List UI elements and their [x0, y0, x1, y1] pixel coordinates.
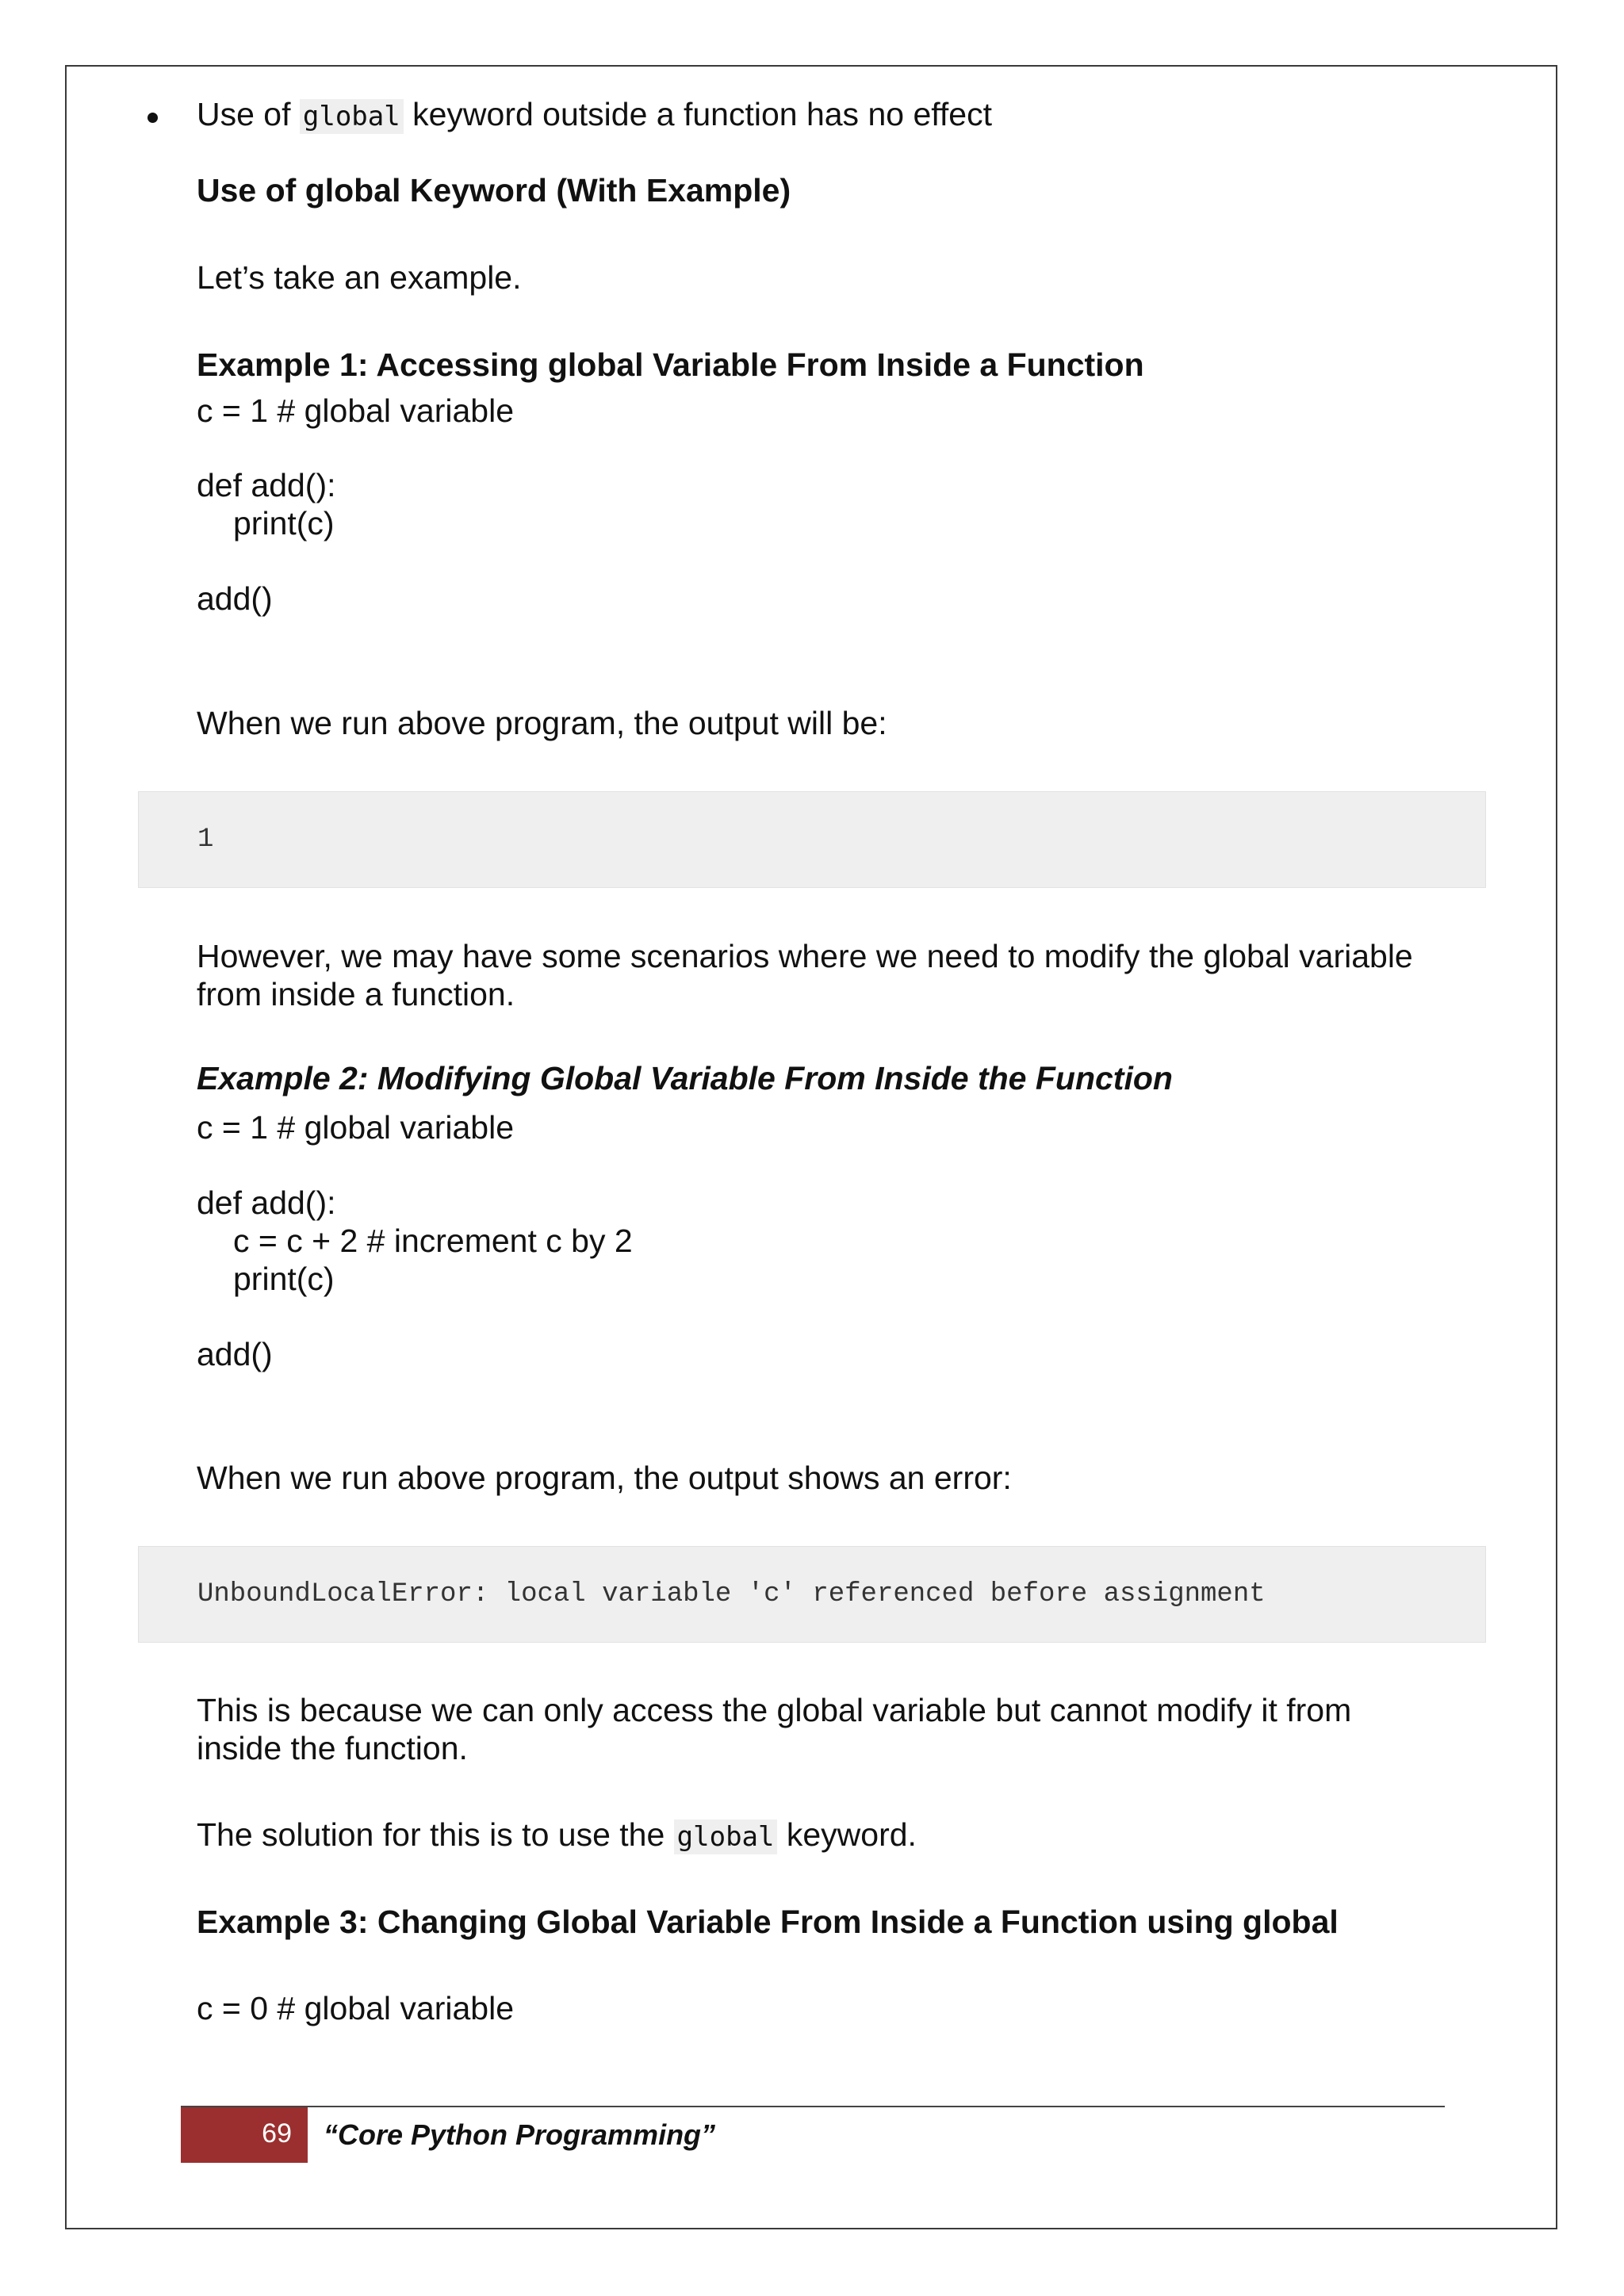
- explanation-line-2: inside the function.: [197, 1730, 468, 1766]
- bullet-icon: [147, 113, 158, 123]
- example1-code-line-1: c = 1 # global variable: [197, 392, 515, 429]
- example1-code-line-4: add(): [197, 580, 273, 617]
- page-number-box: [181, 2107, 308, 2163]
- solution-pre: The solution for this is to use the: [197, 1816, 674, 1853]
- example1-code-line-3: print(c): [233, 505, 335, 541]
- example3-code-line-1: c = 0 # global variable: [197, 1990, 515, 2026]
- example2-output-box: [138, 1546, 1486, 1643]
- example2-code-line-5: add(): [197, 1336, 273, 1372]
- bullet-post: keyword outside a function has no effect: [403, 96, 992, 132]
- example2-code-line-1: c = 1 # global variable: [197, 1109, 515, 1146]
- solution-post: keyword.: [777, 1816, 917, 1853]
- section-heading: Use of global Keyword (With Example): [197, 172, 791, 209]
- intro-text: Let’s take an example.: [197, 259, 522, 296]
- example2-code-line-2: def add():: [197, 1184, 336, 1221]
- inline-code-global: global: [300, 99, 404, 134]
- example2-code-line-4: print(c): [233, 1261, 335, 1297]
- page-number: 69: [262, 2118, 292, 2149]
- bullet-text: [197, 95, 992, 136]
- book-title: “Core Python Programming”: [324, 2118, 716, 2151]
- solution-text: [197, 1816, 917, 1856]
- inline-code-global-2: global: [674, 1820, 778, 1854]
- example3-heading: Example 3: Changing Global Variable From Inside a Function using global: [197, 1904, 1339, 1940]
- example2-run-text: When we run above program, the output shows an error:: [197, 1460, 1012, 1496]
- explanation-line-1: This is because we can only access the global variable but cannot modify it from: [197, 1692, 1352, 1728]
- example1-run-text: When we run above program, the output will be:: [197, 705, 887, 741]
- bullet-pre: Use of: [197, 96, 300, 132]
- example2-heading: Example 2: Modifying Global Variable From Inside the Function: [197, 1060, 1173, 1096]
- however-line-2: from inside a function.: [197, 976, 515, 1012]
- example1-output: 1: [197, 825, 214, 855]
- footer-rule: [181, 2106, 1445, 2107]
- example2-code-line-3: c = c + 2 # increment c by 2: [233, 1223, 633, 1259]
- example1-output-box: [138, 791, 1486, 888]
- example2-output: UnboundLocalError: local variable 'c' referenced before assignment: [197, 1579, 1266, 1609]
- example1-heading: Example 1: Accessing global Variable From Inside a Function: [197, 346, 1144, 383]
- example1-code-line-2: def add():: [197, 467, 336, 503]
- however-line-1: However, we may have some scenarios where we need to modify the global variable: [197, 938, 1413, 974]
